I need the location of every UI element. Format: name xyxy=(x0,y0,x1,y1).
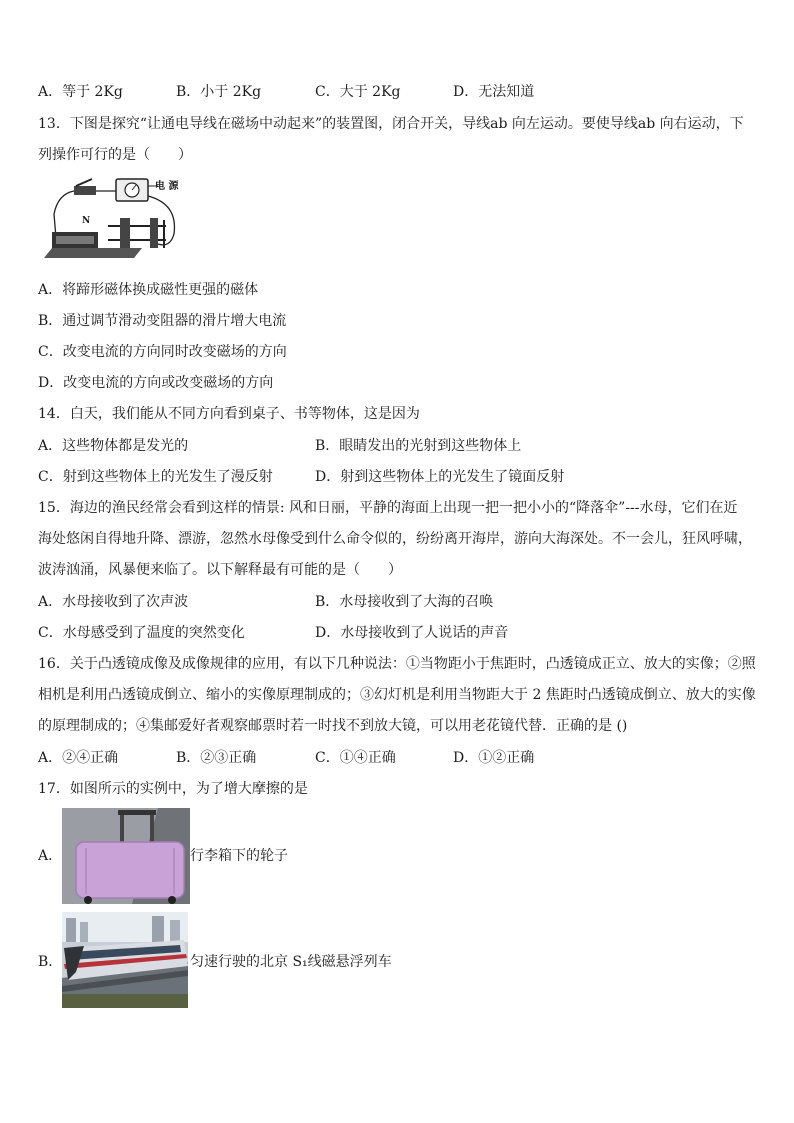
power-supply-label: 电 源 xyxy=(155,181,179,192)
q16-option-a: A．②④正确 xyxy=(38,750,119,766)
q14-stem: 14．白天，我们能从不同方向看到桌子、书等物体，这是因为 xyxy=(38,406,420,422)
q15-option-a: A．水母接收到了次声波 xyxy=(38,594,189,610)
q13-option-b: B．通过调节滑动变阻器的滑片增大电流 xyxy=(38,313,287,329)
q12-option-c: C．大于 2Kg xyxy=(315,84,401,100)
q15-option-d: D．水母接收到了人说话的声音 xyxy=(315,625,509,641)
q15-option-c: C．水母感受到了温度的突然变化 xyxy=(38,625,245,641)
q13-option-a: A．将蹄形磁体换成磁性更强的磁体 xyxy=(38,282,259,298)
q12-option-b: B．小于 2Kg xyxy=(176,84,262,100)
base-board-icon xyxy=(44,248,142,258)
q14-option-b: B．眼睛发出的光射到这些物体上 xyxy=(315,438,522,454)
q15-option-b: B．水母接收到了大海的召唤 xyxy=(315,594,494,610)
maglev-train-image xyxy=(62,912,188,1008)
q16-option-b: B．②③正确 xyxy=(176,750,257,766)
q13-stem-line1: 13．下图是探究“让通电导线在磁场中动起来”的装置图，闭合开关，导线ab 向左运动。要使导线ab 向右运动，下 xyxy=(38,116,744,132)
magnet-pole-label: N xyxy=(82,216,91,226)
q13-apparatus-figure xyxy=(38,174,188,268)
q17-option-b-letter: B． xyxy=(38,954,63,970)
q14-option-a: A．这些物体都是发光的 xyxy=(38,438,189,454)
wheel-icon xyxy=(84,896,92,904)
q15-stem-line3: 波涛汹涌，风暴便来临了。以下解释最有可能的是（ ） xyxy=(38,562,402,578)
q12-option-d: D．无法知道 xyxy=(453,84,535,100)
q13-option-c: C．改变电流的方向同时改变磁场的方向 xyxy=(38,344,287,360)
conductor-ab-icon xyxy=(120,218,130,248)
q16-option-d: D．①②正确 xyxy=(453,750,535,766)
suitcase-photo xyxy=(62,808,190,904)
maglev-train-photo xyxy=(62,912,188,1008)
q13-stem-line2: 列操作可行的是（ ） xyxy=(38,147,192,163)
q17-option-a-letter: A． xyxy=(38,848,63,864)
q15-stem-line1: 15．海边的渔民经常会看到这样的情景: 风和日丽，平静的海面上出现一把一把小小的“降落伞”---水母，它们在近 xyxy=(38,500,738,516)
q16-option-c: C．①④正确 xyxy=(315,750,396,766)
q15-stem-line2: 海处悠闲自得地升降、漂游，忽然水母像受到什么命令似的，纷纷离开海岸，游向大海深处。不一会儿，狂风呼啸， xyxy=(38,531,752,547)
q16-stem-line1: 16．关于凸透镜成像及成像规律的应用，有以下几种说法：①当物距小于焦距时，凸透镜成正立、放大的实像；②照 xyxy=(38,656,756,672)
q17-option-b-text: 匀速行驶的北京 S₁线磁悬浮列车 xyxy=(190,954,392,970)
q17-stem: 17．如图所示的实例中，为了增大摩擦的是 xyxy=(38,781,308,797)
q16-stem-line3: 的原理制成的；④集邮爱好者观察邮票时若一时找不到放大镜，可以用老花镜代替．正确的是 () xyxy=(38,718,628,734)
suitcase-image xyxy=(62,808,190,904)
q16-stem-line2: 相机是利用凸透镜成倒立、缩小的实像原理制成的；③幻灯机是利用当物距大于 2 焦距时凸透镜成倒立、放大的实像 xyxy=(38,687,756,703)
q12-option-a: A．等于 2Kg xyxy=(38,84,123,100)
suitcase-body-icon xyxy=(76,842,184,898)
q14-option-d: D．射到这些物体上的光发生了镜面反射 xyxy=(315,469,565,485)
switch-icon xyxy=(74,186,96,195)
q17-option-a-text: 行李箱下的轮子 xyxy=(190,848,288,864)
q14-option-c: C．射到这些物体上的光发生了漫反射 xyxy=(38,469,273,485)
q13-option-d: D．改变电流的方向或改变磁场的方向 xyxy=(38,375,274,391)
